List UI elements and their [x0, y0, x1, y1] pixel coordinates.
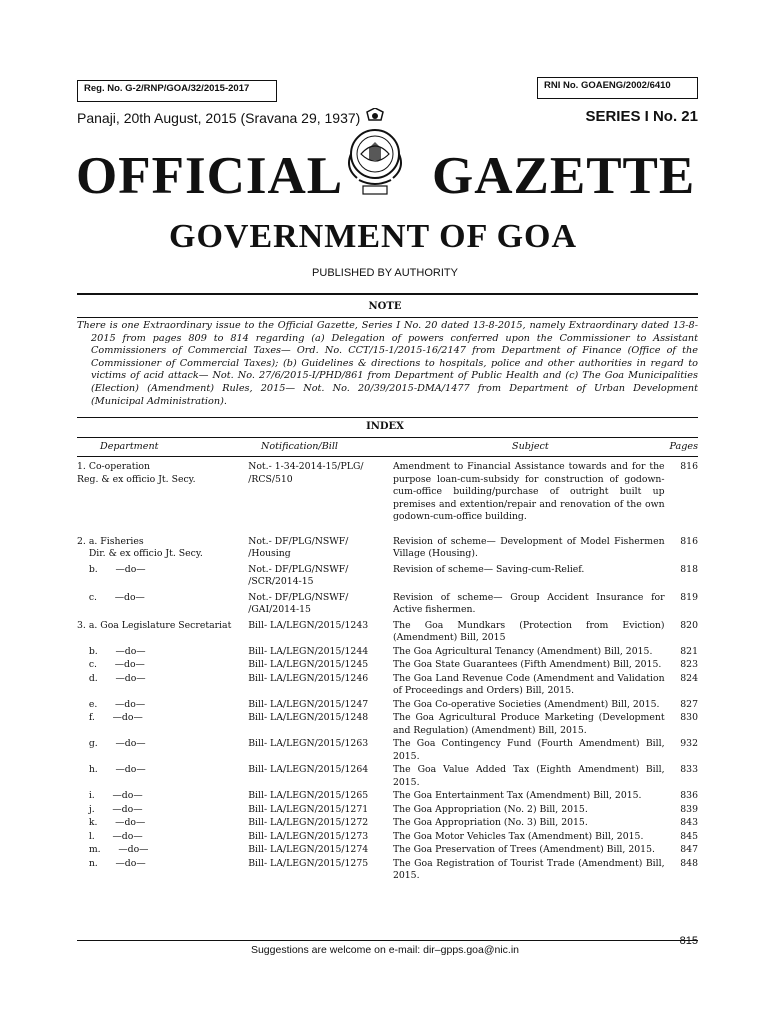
index-department: n. —do—: [77, 857, 146, 869]
index-row: [77, 858, 698, 884]
divider: [77, 417, 698, 418]
index-subject: The Goa Mundkars (Protection from Eviction) (Amendment) Bill, 2015: [392, 619, 665, 643]
issue-date: Panaji, 20th August, 2015 (Sravana 29, 1937): [77, 110, 361, 126]
index-subject: The Goa Motor Vehicles Tax (Amendment) Bill, 2015.: [392, 830, 644, 842]
index-subject: Revision of scheme— Saving-cum-Relief.: [392, 563, 585, 575]
page-number: 815: [679, 935, 698, 947]
masthead-official: OFFICIAL: [76, 147, 344, 205]
index-department: 1. Co-operation Reg. & ex officio Jt. Secy.: [77, 461, 196, 485]
index-notification: Bill- LA/LEGN/2015/1245: [248, 659, 369, 670]
index-department: c. —do—: [77, 659, 145, 670]
index-department: m. —do—: [77, 844, 149, 855]
index-page: 824: [680, 672, 698, 684]
index-notification: Not.- 1-34-2014-15/PLG/ /RCS/510: [248, 461, 364, 485]
index-subject: The Goa Appropriation (No. 2) Bill, 2015.: [392, 803, 588, 815]
index-notification: Bill- LA/LEGN/2015/1247: [248, 698, 369, 710]
index-subject: The Goa Value Added Tax (Eighth Amendment) Bill, 2015.: [392, 764, 665, 788]
index-notification: Bill- LA/LEGN/2015/1243: [248, 619, 369, 631]
index-department: b. —do—: [77, 563, 146, 575]
index-notification: Bill- LA/LEGN/2015/1272: [248, 817, 369, 828]
index-department: l. —do—: [77, 830, 143, 842]
column-header-subject: Subject: [512, 441, 549, 452]
index-department: f. —do—: [77, 712, 143, 723]
index-notification: Bill- LA/LEGN/2015/1271: [248, 803, 369, 815]
index-department: g. —do—: [77, 738, 146, 749]
note-heading: NOTE: [368, 301, 402, 312]
index-row: [77, 844, 698, 858]
divider: [77, 437, 698, 438]
index-notification: Bill- LA/LEGN/2015/1246: [248, 672, 369, 684]
index-row: [77, 536, 698, 564]
index-page: 816: [680, 461, 698, 472]
index-row: [77, 817, 698, 831]
index-subject: The Goa Land Revenue Code (Amendment and Validation of Proceedings and Orders) Bill, 2015.: [392, 672, 665, 696]
index-notification: Bill- LA/LEGN/2015/1263: [248, 738, 369, 749]
index-page: 821: [680, 645, 698, 657]
divider: [77, 293, 698, 295]
column-header-notification: Notification/Bill: [261, 441, 338, 452]
column-header-pages: Pages: [669, 441, 698, 452]
published-by-authority: PUBLISHED BY AUTHORITY: [312, 267, 458, 279]
index-row: [77, 659, 698, 673]
index-subject: Revision of scheme— Development of Model Fishermen Village (Housing).: [392, 535, 665, 559]
index-page: 845: [680, 830, 698, 842]
index-department: k. —do—: [77, 817, 146, 828]
index-page: 818: [680, 563, 698, 575]
index-department: d. —do—: [77, 672, 146, 684]
index-page: 816: [680, 535, 698, 547]
index-department: b. —do—: [77, 645, 146, 657]
index-notification: Bill- LA/LEGN/2015/1274: [248, 844, 369, 855]
index-page: 819: [680, 591, 698, 603]
index-page: 843: [680, 817, 698, 828]
index-notification: Bill- LA/LEGN/2015/1273: [248, 830, 369, 842]
index-row: [77, 673, 698, 699]
masthead-government: GOVERNMENT OF GOA: [169, 218, 578, 255]
rni-number: RNI No. GOAENG/2002/6410: [537, 77, 698, 99]
index-row: [77, 646, 698, 660]
index-row: [77, 738, 698, 764]
index-row: [77, 564, 698, 592]
masthead-gazette: GAZETTE: [432, 147, 696, 205]
index-subject: The Goa Co-operative Societies (Amendment) Bill, 2015.: [392, 698, 660, 710]
index-row: [77, 592, 698, 620]
index-subject: The Goa Agricultural Tenancy (Amendment) Bill, 2015.: [392, 645, 653, 657]
index-row: [77, 699, 698, 713]
index-row: [77, 790, 698, 804]
index-page: 847: [680, 844, 698, 855]
note-text: There is one Extraordinary issue to the Official Gazette, Series I No. 20 dated 13-8-2015, namely Extraordinary dated 13-8-2015 from pages 809 to 814 regarding (a) Delegation of powers conferred upon the Commissioner to Assistant Commissioners of Commercial Taxes— Ord. No. CCT/15-1/2015-16/2147 from Department of Finance (Office of the Commissioner of Commercial Taxes); (b) Guidelines & directions to hospitals, police and other authorities in regard to victims of acid attack— Not. No. 27/6/2015-I/PHD/861 from Department of Public Health and (c) The Goa Municipalities (Election) (Amendment) Rules, 2015— Not. No. 20/39/2015-DMA/1477 from Department of Urban Development (Municipal Administration).: [77, 320, 698, 407]
suggestions-footer: Suggestions are welcome on e-mail: dir–gpps.goa@nic.in: [250, 944, 520, 956]
index-notification: Bill- LA/LEGN/2015/1248: [248, 712, 369, 723]
index-heading: INDEX: [366, 421, 404, 432]
divider: [77, 456, 698, 457]
column-header-department: Department: [100, 441, 159, 452]
index-notification: Not.- DF/PLG/NSWF/ /SCR/2014-15: [248, 563, 349, 587]
divider: [77, 940, 698, 941]
index-row: [77, 764, 698, 790]
index-notification: Not.- DF/PLG/NSWF/ /GAI/2014-15: [248, 591, 349, 615]
index-subject: The Goa Entertainment Tax (Amendment) Bill, 2015.: [392, 790, 642, 801]
index-page: 848: [680, 857, 698, 869]
index-page: 830: [680, 712, 698, 723]
index-subject: Revision of scheme— Group Accident Insurance for Active fishermen.: [392, 591, 665, 615]
index-notification: Bill- LA/LEGN/2015/1265: [248, 790, 369, 801]
index-table: [77, 461, 698, 884]
index-department: e. —do—: [77, 698, 146, 710]
index-department: 2. a. Fisheries Dir. & ex officio Jt. Secy.: [77, 535, 203, 559]
index-department: j. —do—: [77, 803, 143, 815]
index-subject: The Goa Registration of Tourist Trade (Amendment) Bill, 2015.: [392, 857, 665, 881]
index-page: 836: [680, 790, 698, 801]
index-page: 833: [680, 764, 698, 775]
index-department: 3. a. Goa Legislature Secretariat: [77, 619, 232, 631]
index-department: c. —do—: [77, 591, 145, 603]
index-notification: Bill- LA/LEGN/2015/1264: [248, 764, 369, 775]
index-notification: Bill- LA/LEGN/2015/1244: [248, 645, 369, 657]
index-subject: The Goa Appropriation (No. 3) Bill, 2015.: [392, 817, 588, 828]
index-page: 839: [680, 803, 698, 815]
index-page: 827: [680, 698, 698, 710]
index-subject: Amendment to Financial Assistance towards and for the purpose loan-cum-subsidy for construction of godown-cum-office building/purchase of outright built up premises and extention/repair and renovation of the own godown-cum-office building.: [392, 461, 665, 522]
index-subject: The Goa Preservation of Trees (Amendment) Bill, 2015.: [392, 844, 655, 855]
index-page: 823: [680, 659, 698, 670]
index-row: [77, 712, 698, 738]
index-row: [77, 804, 698, 818]
index-department: i. —do—: [77, 790, 143, 801]
index-notification: Not.- DF/PLG/NSWF/ /Housing: [248, 535, 349, 559]
index-row: [77, 461, 698, 536]
index-department: h. —do—: [77, 764, 146, 775]
index-page: 932: [680, 738, 698, 749]
series-number: SERIES I No. 21: [585, 108, 698, 125]
index-notification: Bill- LA/LEGN/2015/1275: [248, 857, 369, 869]
index-row: [77, 620, 698, 646]
index-subject: The Goa Contingency Fund (Fourth Amendment) Bill, 2015.: [392, 738, 665, 762]
index-page: 820: [680, 619, 698, 631]
index-row: [77, 831, 698, 845]
divider: [77, 317, 698, 318]
index-subject: The Goa State Guarantees (Fifth Amendment) Bill, 2015.: [392, 659, 662, 670]
registration-number: Reg. No. G-2/RNP/GOA/32/2015-2017: [77, 80, 277, 102]
index-subject: The Goa Agricultural Produce Marketing (Development and Regulation) (Amendment) Bill, 2015.: [392, 712, 665, 736]
